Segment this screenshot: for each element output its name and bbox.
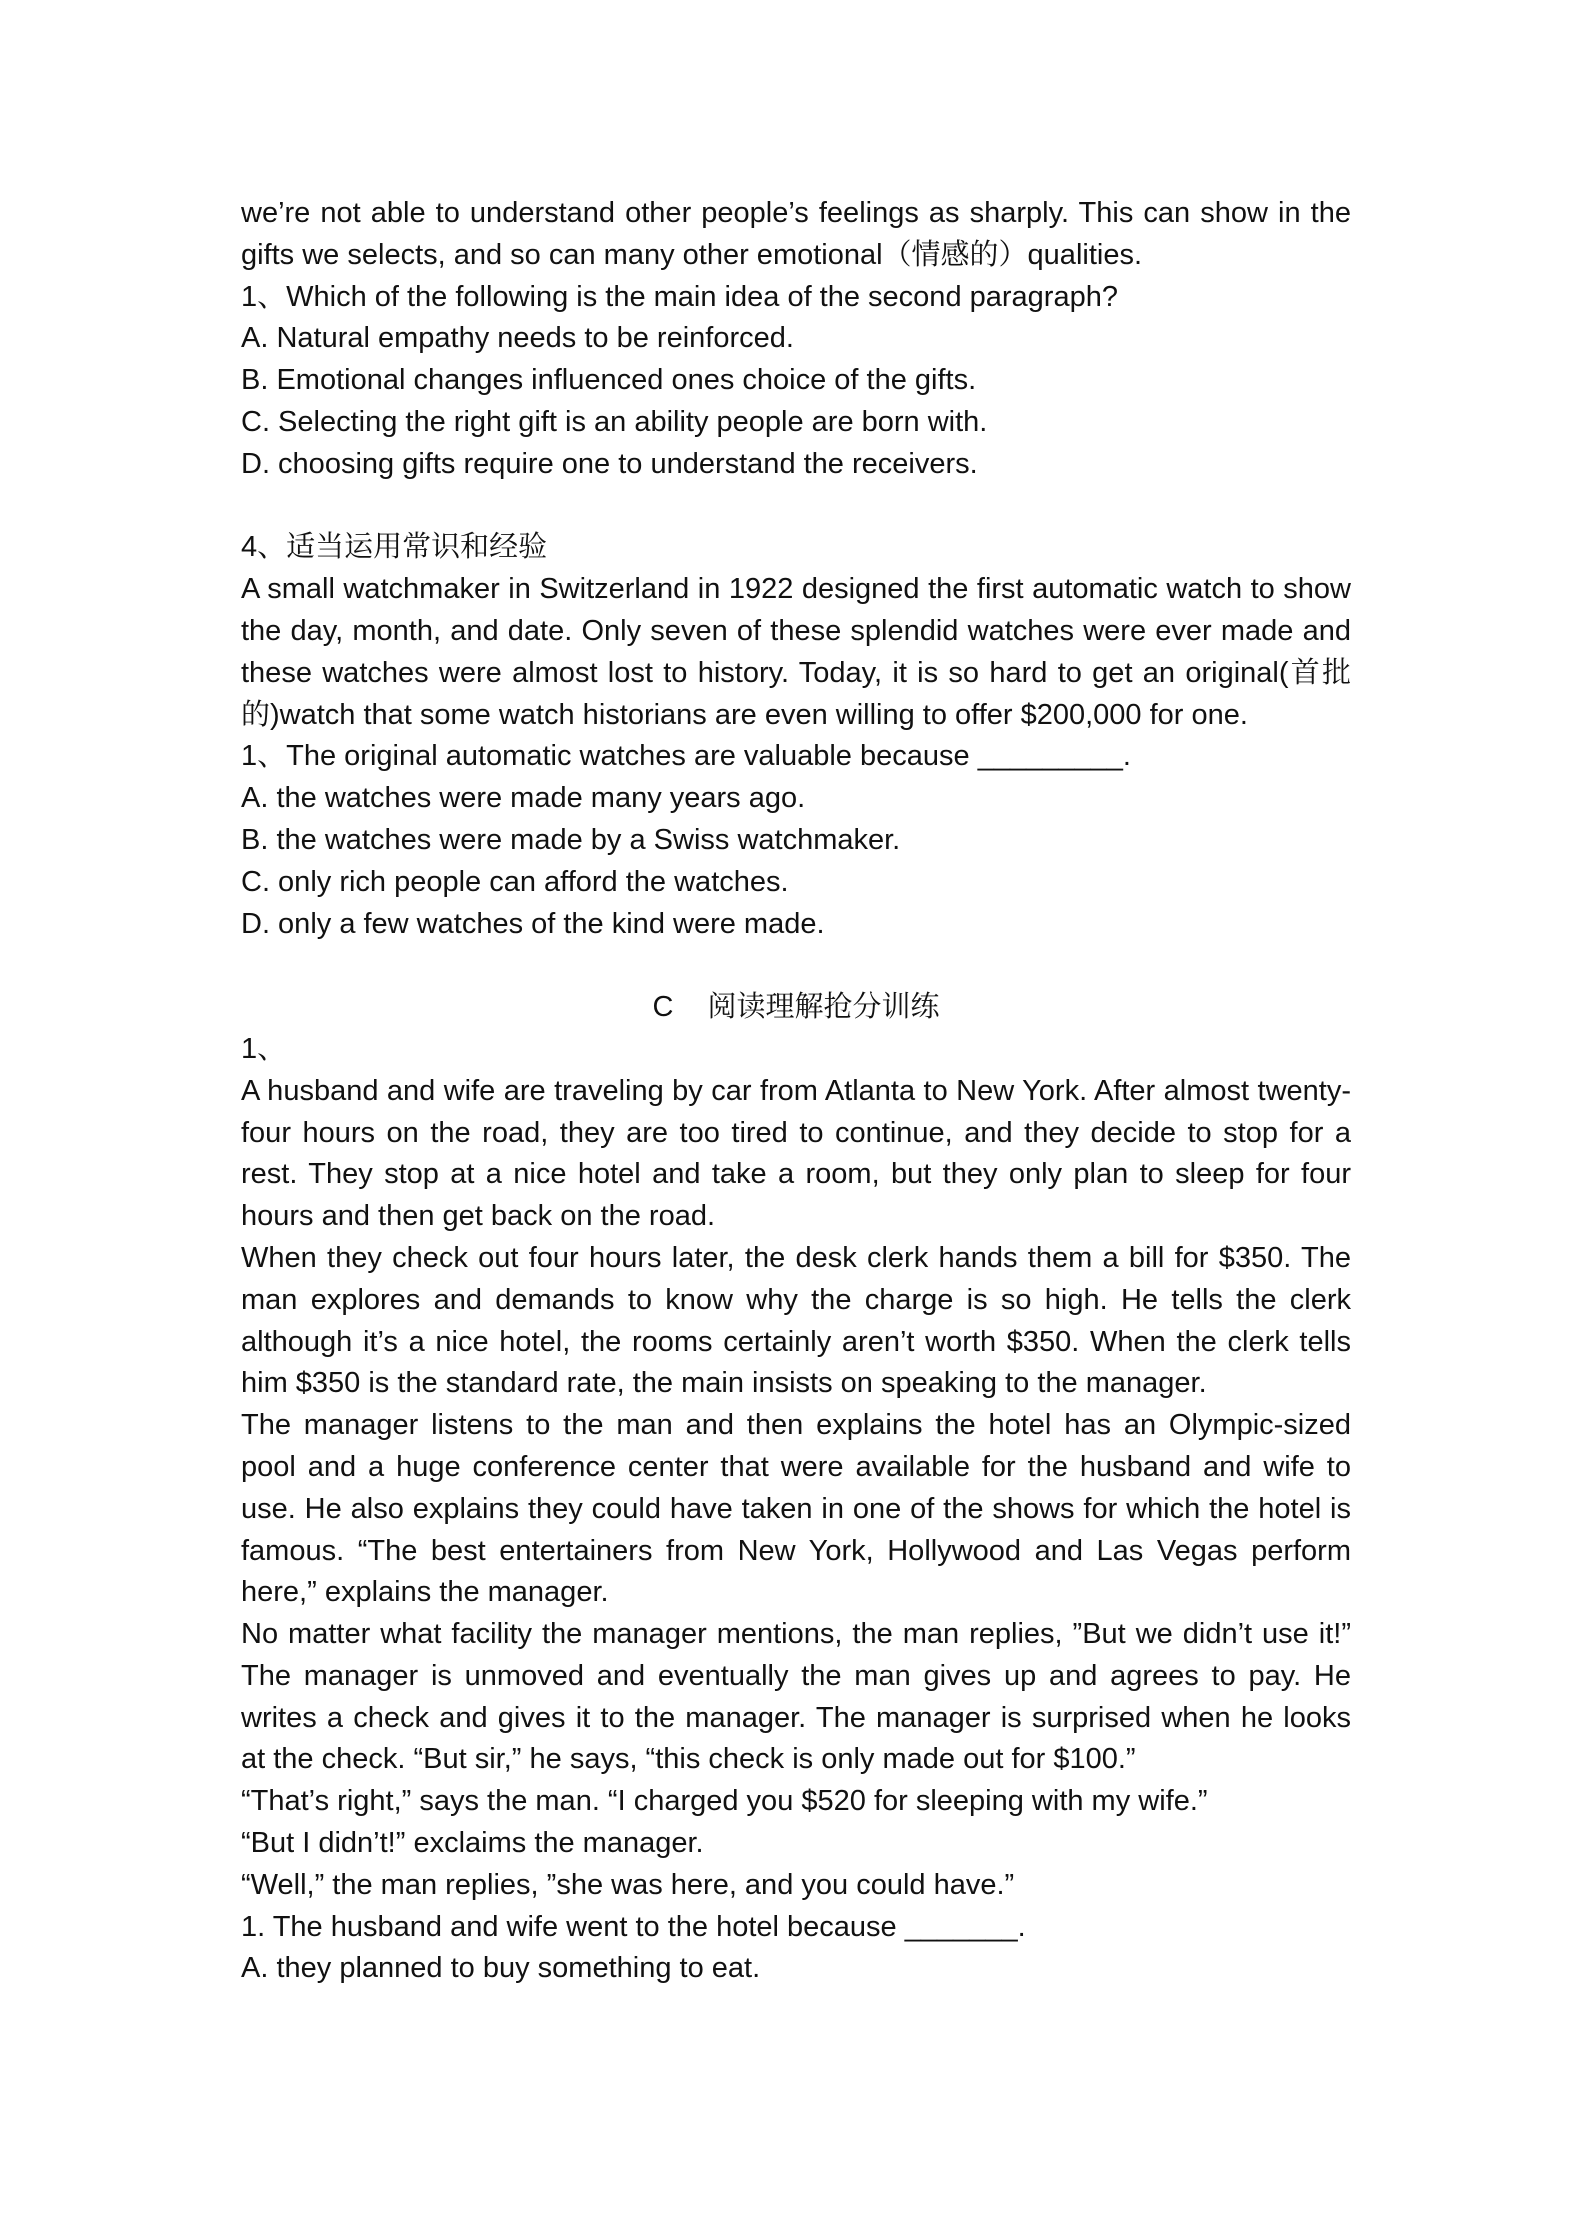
- question-text: 1、Which of the following is the main idea of the second paragraph?: [241, 280, 1118, 313]
- story-paragraph: The manager listens to the man and then explains the hotel has an Olympic-sized pool and a huge conference center that were available for the husband and wife to use. He also explains they could have taken in one of the shows for which the hotel is famous. “The best entertainers from New York, Hollywood and Las Vegas perform here,” explains the manager.: [241, 1409, 1351, 1609]
- spacer: [241, 486, 1351, 528]
- option-a: A. the watches were made many years ago.: [241, 782, 806, 815]
- story-dialogue: “But I didn’t!” exclaims the manager.: [241, 1827, 704, 1860]
- story-paragraph: When they check out four hours later, the desk clerk hands them a bill for $350. The man explores and demands to know why the charge is so high. He tells the clerk although it’s a nice hotel, the rooms certainly aren’t worth $350. When the clerk tells him $350 is the standard rate, the main insists on speaking to the manager.: [241, 1241, 1351, 1400]
- story-paragraph: No matter what facility the manager mentions, the man replies, ”But we didn’t use it!” The manager is unmoved and eventually the man gives up and agrees to pay. He writes a check and gives it to the manager. The manager is surprised when he looks at the check. “But sir,” he says, “this check is only made out for $100.”: [241, 1618, 1351, 1776]
- option-b: B. the watches were made by a Swiss watchmaker.: [241, 823, 901, 856]
- heading-title: 阅读理解抢分训练: [707, 991, 940, 1024]
- spacer: [241, 945, 1351, 987]
- option-d: D. choosing gifts require one to understand the receivers.: [241, 447, 978, 480]
- story-dialogue: “Well,” the man replies, ”she was here, and you could have.”: [241, 1868, 1015, 1901]
- heading-letter: C: [652, 991, 674, 1024]
- story-dialogue: “That’s right,” says the man. “I charged you $520 for sleeping with my wife.”: [241, 1785, 1208, 1818]
- story-paragraph: A husband and wife are traveling by car from Atlanta to New York. After almost twenty-four hours on the road, they are too tired to continue, and they decide to stop for a rest. They stop at a nice hotel and take a room, but they only plan to sleep for four hours and then get back on the road.: [241, 1074, 1351, 1233]
- intro-paragraph: we’re not able to understand other people’s feelings as sharply. This can show in the gifts we selects, and so can many other emotional（情感的）qualities.: [241, 197, 1351, 271]
- option-a: A. they planned to buy something to eat.: [241, 1952, 761, 1985]
- page-content: [241, 193, 1351, 1990]
- section-heading: [241, 987, 1351, 1029]
- question-text: 1、The original automatic watches are valuable because _________.: [241, 740, 1131, 773]
- option-c: C. only rich people can afford the watches.: [241, 865, 789, 898]
- passage-number: 1、: [241, 1032, 287, 1065]
- option-a: A. Natural empathy needs to be reinforced.: [241, 322, 794, 355]
- section-title: 4、适当运用常识和经验: [241, 531, 548, 564]
- question-text: 1. The husband and wife went to the hotel because _______.: [241, 1910, 1026, 1943]
- option-b: B. Emotional changes influenced ones choice of the gifts.: [241, 364, 977, 397]
- option-c: C. Selecting the right gift is an ability people are born with.: [241, 405, 988, 438]
- option-d: D. only a few watches of the kind were made.: [241, 907, 825, 940]
- watch-passage: A small watchmaker in Switzerland in 1922 designed the first automatic watch to show the day, month, and date. Only seven of these splendid watches were ever made and these watches were almost lost to history. Today, it is so hard to get an original(首批的)watch that some watch historians are even willing to offer $200,000 for one.: [241, 573, 1351, 731]
